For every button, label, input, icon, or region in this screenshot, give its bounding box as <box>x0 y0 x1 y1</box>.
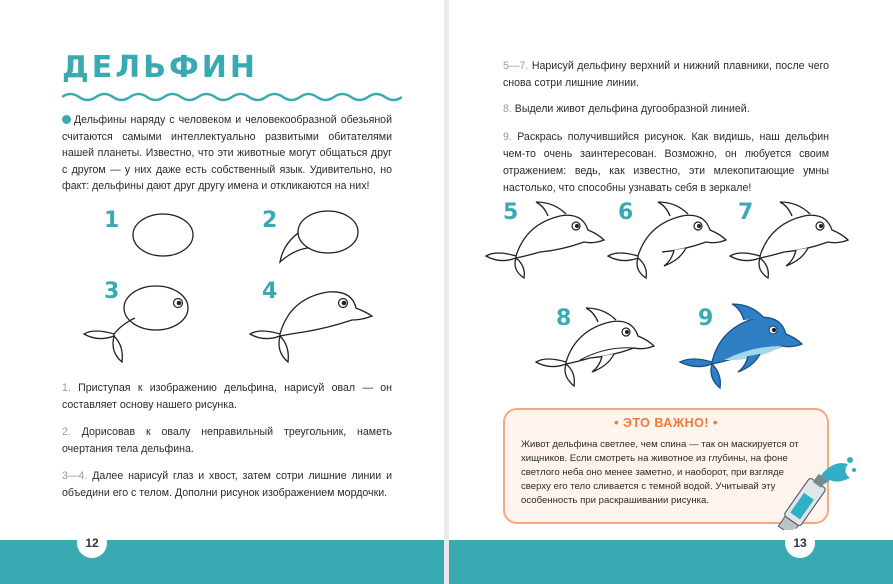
wave-divider <box>62 91 402 103</box>
step-number-5: 5 <box>503 200 519 225</box>
step-text-1: 1. Приступая к изображению дельфина, нарисуй овал — он составляет основу нашего рисунка. <box>62 382 392 411</box>
paint-tube-icon <box>760 454 860 530</box>
page-number-right: 13 <box>785 528 815 558</box>
footer-band-left <box>0 540 444 584</box>
step-text-3-4: 3—4. Далее нарисуй глаз и хвост, затем сотри лишние линии и объедини его с телом. Дополни рисунок изображением мордочки. <box>62 470 392 499</box>
step-text-2: 2. Дорисовав к овалу неправильный треугольник, наметь очертания тела дельфина. <box>62 426 392 455</box>
drawing-step-7 <box>724 200 854 280</box>
page-number-left: 12 <box>77 528 107 558</box>
step-number-9: 9 <box>698 306 714 331</box>
step-number-3: 3 <box>104 279 120 304</box>
footer-band-right <box>449 540 893 584</box>
step-number-2: 2 <box>262 208 278 233</box>
drawing-step-4 <box>244 278 379 370</box>
step-number-1: 1 <box>104 208 120 233</box>
step-number-4: 4 <box>262 279 278 304</box>
drawing-step-5 <box>480 200 610 280</box>
drawing-step-1 <box>130 210 200 260</box>
drawing-step-2 <box>276 206 366 270</box>
intro-text: Дельфины наряду с человеком и человекообразной обезьяной считаются самыми интеллектуально развитыми обитателями нашей планеты. Известно, что эти животные могут общаться друг с другом — у них даже есть собственный язык. Удивительно, но факт: дельфины дают друг другу имена и откликаются на них! <box>62 114 392 192</box>
step-text-9: 9. Раскрась получившийся рисунок. Как видишь, наш дельфин чем-то очень заинтересован. Возможно, он любуется своим отражением: ведь, как известно, эти млекопитающие умны настолько, что способны узнавать себя в зеркале! <box>503 131 829 194</box>
step-number-6: 6 <box>618 200 634 225</box>
step-number-7: 7 <box>738 200 754 225</box>
bullet-dot-icon <box>62 115 71 124</box>
drawing-step-6 <box>602 200 732 280</box>
left-page <box>0 0 444 584</box>
drawing-step-8 <box>530 306 660 390</box>
step-number-8: 8 <box>556 306 572 331</box>
important-heading: • ЭТО ВАЖНО! • <box>614 416 718 430</box>
page-title: ДЕЛЬФИН <box>62 50 258 85</box>
drawing-step-9-colored-dolphin <box>676 302 806 392</box>
important-text: Живот дельфина светлее, чем спина — так он маскируется от хищников. Если смотреть на животное из глубины, на фоне светлого неба оно менее заметно, и наоборот, при взгляде сверху его тело сливается с темной водой. Учитывай эту особенность при раскрашивании рисунка. <box>521 439 799 506</box>
step-text-5-7: 5—7. Нарисуй дельфину верхний и нижний плавники, после чего снова сотри лишние линии. <box>503 60 829 89</box>
step-text-8: 8. Выдели живот дельфина дугообразной линией. <box>503 103 750 115</box>
drawing-step-3 <box>80 278 210 370</box>
